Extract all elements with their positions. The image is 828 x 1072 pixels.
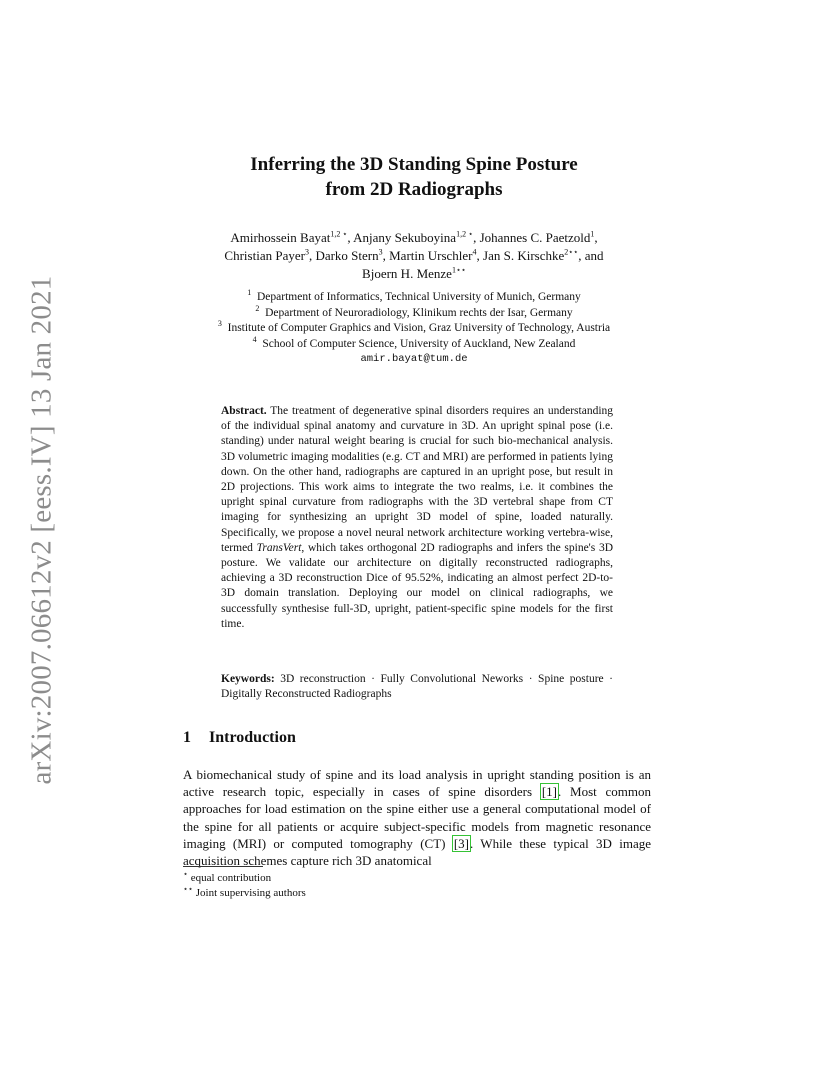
abstract-label: Abstract. xyxy=(221,405,267,417)
author-name: Darko Stern xyxy=(315,248,379,263)
author-affil-mark: 2⋆⋆ xyxy=(564,247,579,257)
introduction-paragraph xyxy=(183,766,651,869)
author-separator: , xyxy=(473,230,480,245)
keywords-label: Keywords: xyxy=(221,673,275,685)
footnote-mark: ⋆ xyxy=(183,869,189,879)
author-name: Johannes C. Paetzold xyxy=(479,230,591,245)
affiliation-text: School of Computer Science, University of Auckland, New Zealand xyxy=(262,337,576,350)
affiliation xyxy=(150,303,678,322)
author-affil-mark: 1 xyxy=(590,229,595,239)
affiliation-number: 3 xyxy=(217,319,222,329)
author-name: Christian Payer xyxy=(224,248,305,263)
citation-link[interactable]: [3] xyxy=(453,835,469,851)
author-list xyxy=(150,229,678,283)
footnote-text: Joint supervising authors xyxy=(195,887,306,899)
author-affil-mark: 1⋆⋆ xyxy=(451,265,466,275)
section-number: 1 xyxy=(183,729,191,746)
affiliation xyxy=(150,334,678,353)
footnote-mark: ⋆⋆ xyxy=(183,884,194,894)
keywords xyxy=(221,672,613,702)
author-separator: , xyxy=(308,248,316,263)
footnotes xyxy=(183,871,306,901)
author-name: Martin Urschler xyxy=(389,248,473,263)
author-affil-mark: 1,2 ⋆ xyxy=(456,229,474,239)
section-title: Introduction xyxy=(209,729,296,746)
affiliation-number: 4 xyxy=(252,334,257,344)
paper-title xyxy=(150,152,678,202)
author-separator: , xyxy=(382,248,390,263)
footnote xyxy=(183,871,306,886)
intro-text: . Most common approaches for load estimation on the spine either use a general computational model of the spine for all patients or acquire subject-specific models from magnetic resonance imaging (MRI) or computed tomography (CT) xyxy=(183,784,651,851)
author-name: Bjoern H. Menze xyxy=(362,266,452,281)
author-affil-mark: 3 xyxy=(378,247,383,257)
author-name: Anjany Sekuboyina xyxy=(353,230,457,245)
author-separator: , xyxy=(347,230,354,245)
citation-link[interactable]: [1] xyxy=(541,784,557,800)
intro-text: A biomechanical study of spine and its load analysis in upright standing position is an active research topic, especially in cases of spine disorders xyxy=(183,767,651,800)
title-line-1: Inferring the 3D Standing Spine Posture xyxy=(250,154,578,175)
affiliation xyxy=(150,321,678,337)
affiliation-number: 1 xyxy=(247,288,252,298)
affiliation-text: Institute of Computer Graphics and Vision, Graz University of Technology, Austria xyxy=(227,322,611,334)
author-affil-mark: 3 xyxy=(304,247,309,257)
author-separator: , xyxy=(594,230,598,245)
author-separator: , xyxy=(476,248,484,263)
intro-text: . While these typical 3D image acquisition schemes capture rich 3D anatomical xyxy=(183,835,651,869)
author-name: Amirhossein Bayat xyxy=(230,230,331,245)
keywords-text: 3D reconstruction · Fully Convolutional Neworks · Spine posture · Digitally Reconstructed Radiographs xyxy=(221,673,613,701)
affiliation xyxy=(150,290,678,306)
footnote-text: equal contribution xyxy=(190,872,272,884)
affiliation-list xyxy=(150,290,678,368)
footnote xyxy=(183,886,306,901)
author-affil-mark: 4 xyxy=(472,247,477,257)
arxiv-identifier: arXiv:2007.06612v2 [eess.IV] 13 Jan 2021 xyxy=(25,275,58,785)
method-name: TransVert xyxy=(256,541,302,554)
contact-email[interactable]: amir.bayat@tum.de xyxy=(360,353,468,365)
affiliation-text: Department of Informatics, Technical University of Munich, Germany xyxy=(256,291,581,303)
title-line-2: from 2D Radiographs xyxy=(325,179,503,200)
section-heading xyxy=(183,729,296,747)
abstract xyxy=(221,404,613,632)
affiliation-text: Department of Neuroradiology, Klinikum rechts der Isar, Germany xyxy=(265,306,573,319)
affiliation-number: 2 xyxy=(255,303,260,313)
author-separator: , and xyxy=(578,248,604,263)
abstract-text-continued: , which takes orthogonal 2D radiographs and infers the spine's 3D posture. We validate our architecture on digitally reconstructed radiographs, achieving a 3D reconstruction Dice of 95.52%, indicating an almost perfect 2D-to-3D domain translation. Deploying our model on clinical radiographs, we successfully synthesise full-3D, upright, patient-specific spine models for the first time. xyxy=(221,541,613,630)
abstract-text: The treatment of degenerative spinal disorders requires an understanding of the individual spinal anatomy and curvature in 3D. An upright spinal pose (i.e. standing) under natural weight bearing is crucial for such bio-mechanical analysis. 3D volumetric imaging modalities (e.g. CT and MRI) are performed in patients lying down. On the other hand, radiographs are captured in an upright pose, but result in 2D projections. This work aims to integrate the two realms, i.e. it combines the upright spinal curvature from radiographs with the 3D vertebral shape from CT imaging for synthesizing an upright 3D model of spine, loaded naturally. Specifically, we propose a novel neural network architecture working vertebra-wise, termed xyxy=(221,405,614,554)
footnote-divider xyxy=(183,866,263,867)
author-affil-mark: 1,2 ⋆ xyxy=(330,229,348,239)
author-name: Jan S. Kirschke xyxy=(483,248,565,263)
